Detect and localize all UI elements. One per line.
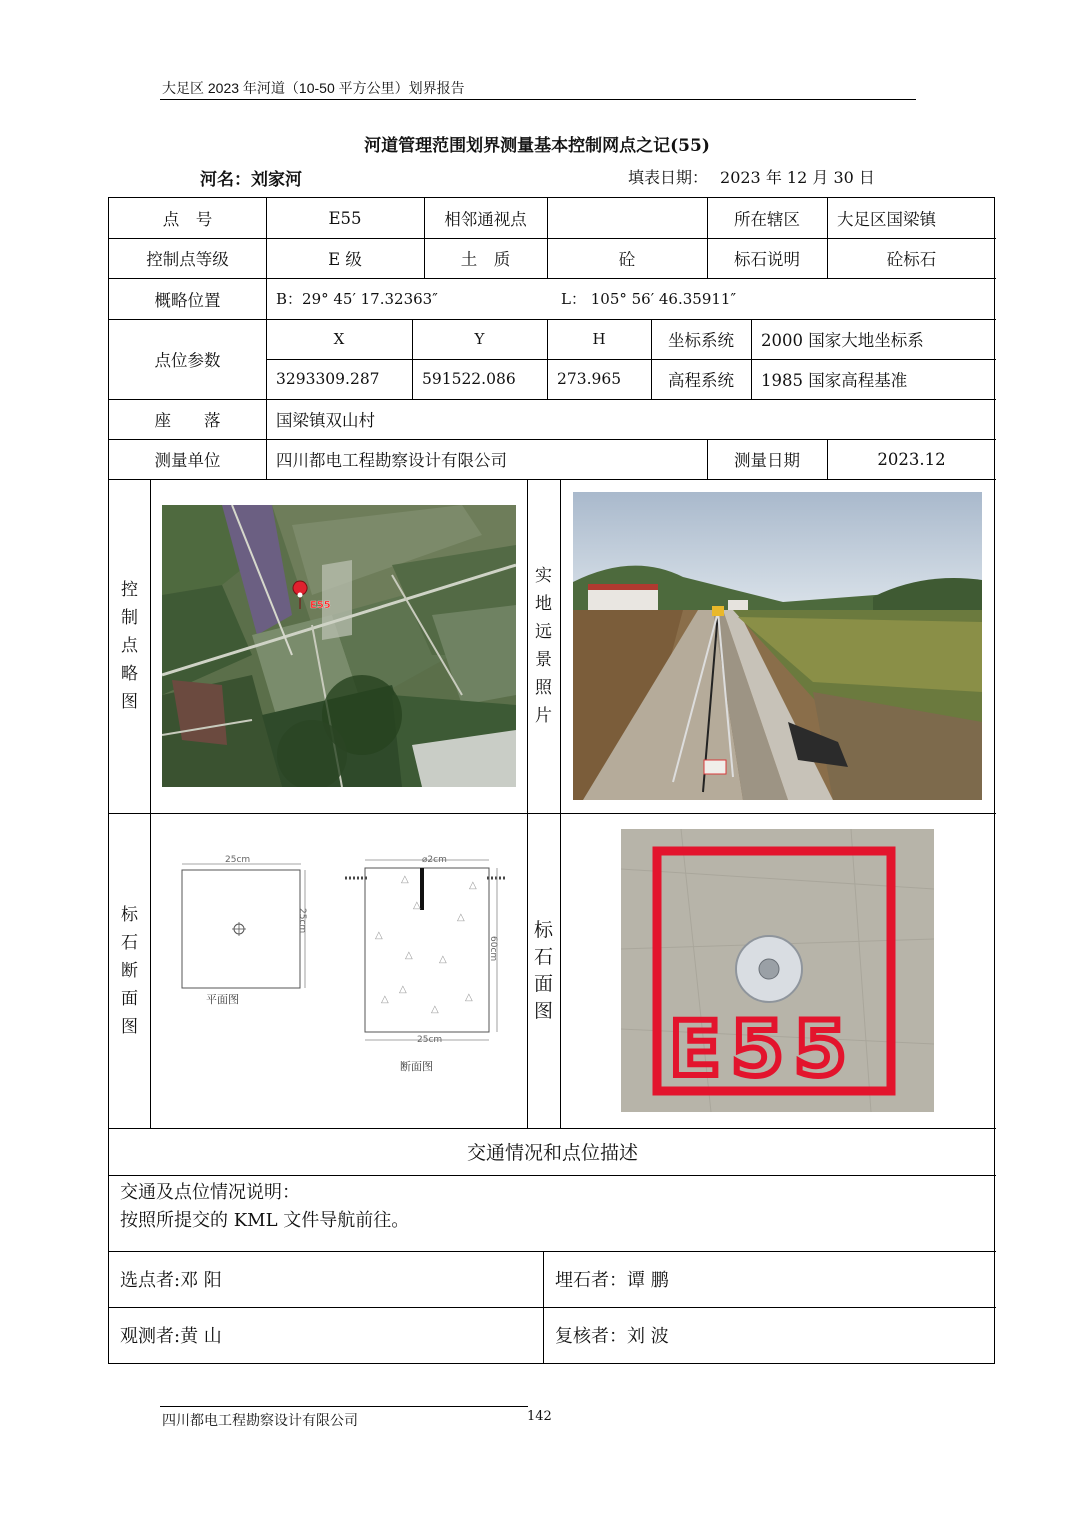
params-label: 点位参数 xyxy=(154,351,221,370)
page-title: 河道管理范围划界测量基本控制网点之记(55) xyxy=(364,136,710,156)
plan-width-dim: 25cm xyxy=(225,855,251,865)
face-label xyxy=(527,813,560,1128)
h-label: H xyxy=(592,330,606,348)
fill-date xyxy=(628,165,887,188)
satellite-map xyxy=(162,505,516,787)
section-drawing-image xyxy=(169,850,519,1080)
fill-date-value: 2023 年 12 月 30 日 xyxy=(720,168,875,187)
svg-text:△: △ xyxy=(439,954,447,965)
svg-text:△: △ xyxy=(381,994,389,1005)
section-label-char: 图 xyxy=(121,1016,138,1037)
face-stamp-text: E55 xyxy=(669,1004,857,1093)
photo-label-char: 景 xyxy=(535,650,552,670)
sketch-label-char: 控 xyxy=(121,580,138,600)
svg-text:△: △ xyxy=(401,874,409,885)
height-sys-value: 1985 国家高程基准 xyxy=(761,371,908,390)
point-no-value: E55 xyxy=(328,208,362,228)
survey-date-value: 2023.12 xyxy=(877,449,946,469)
header-rule xyxy=(160,99,916,100)
selector: 选点者:邓 阳 xyxy=(120,1270,222,1291)
location-label: 概略位置 xyxy=(154,290,221,310)
sketch-label-char: 点 xyxy=(121,636,138,656)
section-title: 断面图 xyxy=(400,1060,433,1073)
coord-sys-value: 2000 国家大地坐标系 xyxy=(761,331,924,350)
latitude: B：29° 45′ 17.32363″ xyxy=(276,290,438,308)
svg-text:△: △ xyxy=(375,930,383,941)
map-marker-label: E55 xyxy=(310,600,331,611)
site-photo-image xyxy=(573,492,982,800)
marker-value: 砼标石 xyxy=(886,250,937,269)
svg-text:△: △ xyxy=(465,992,473,1003)
sketch-label xyxy=(109,479,150,813)
svg-text:△: △ xyxy=(457,912,465,923)
site-photo xyxy=(573,492,982,800)
sketch-label-char: 制 xyxy=(121,608,138,628)
plan-height-dim: 25cm xyxy=(297,908,307,934)
point-no-label: 点 号 xyxy=(162,210,213,229)
fill-date-label: 填表日期： xyxy=(628,168,709,187)
observer: 观测者:黄 山 xyxy=(120,1326,222,1347)
coord-sys-label: 坐标系统 xyxy=(668,331,734,350)
section-label-char: 标 xyxy=(121,904,138,925)
svg-text:△: △ xyxy=(399,984,407,995)
adjacent-value xyxy=(547,198,707,238)
rule xyxy=(109,1175,996,1176)
rule xyxy=(560,479,561,1128)
photo-label-char: 实 xyxy=(535,566,552,586)
sketch-label-char: 略 xyxy=(121,664,138,684)
photo-label-char: 地 xyxy=(535,594,552,614)
photo-label xyxy=(527,479,560,813)
photo-label-char: 远 xyxy=(535,622,552,642)
traffic-label: 交通及点位情况说明： xyxy=(120,1182,300,1203)
face-label-char: 面 xyxy=(533,972,553,995)
h-value: 273.965 xyxy=(557,370,622,388)
grade-label: 控制点等级 xyxy=(146,250,229,269)
rule xyxy=(543,1251,544,1364)
footer-company: 四川都电工程勘察设计有限公司 xyxy=(162,1413,358,1429)
site-value: 国梁镇双山村 xyxy=(276,411,375,430)
district-value: 大足区国梁镇 xyxy=(837,210,936,229)
soil-value: 砼 xyxy=(618,250,636,269)
base-width-dim: 25cm xyxy=(417,1035,443,1045)
svg-text:△: △ xyxy=(413,900,421,911)
y-label: Y xyxy=(474,330,485,348)
section-label xyxy=(109,813,150,1128)
height-sys-label: 高程系统 xyxy=(668,371,734,390)
x-label: X xyxy=(333,330,345,348)
marker-face-image xyxy=(621,829,934,1112)
section-label-char: 石 xyxy=(121,932,138,953)
sketch-label-char: 图 xyxy=(121,692,138,712)
photo-label-char: 片 xyxy=(535,706,552,726)
satellite-map-image xyxy=(162,505,516,787)
site-label: 座 落 xyxy=(154,411,221,430)
marker-label: 标石说明 xyxy=(734,250,800,269)
unit-value: 四川都电工程勘察设计有限公司 xyxy=(276,451,507,470)
photo-label-char: 照 xyxy=(535,678,552,698)
traffic-heading: 交通情况和点位描述 xyxy=(466,1142,638,1164)
section-label-char: 面 xyxy=(121,988,138,1009)
river-name: 河名：刘家河 xyxy=(200,170,302,190)
traffic-description: 按照所提交的 KML 文件导航前往。 xyxy=(120,1210,410,1231)
face-label-char: 石 xyxy=(533,945,553,968)
marker-face-photo xyxy=(621,829,934,1112)
page-number: 142 xyxy=(527,1409,552,1424)
district-label: 所在辖区 xyxy=(734,210,800,229)
y-value: 591522.086 xyxy=(422,370,516,388)
burier: 埋石者：谭 鹏 xyxy=(555,1270,669,1291)
plan-title: 平面图 xyxy=(206,993,239,1006)
concrete-marks xyxy=(375,874,477,1015)
section-label-char: 断 xyxy=(121,960,138,981)
svg-text:△: △ xyxy=(405,950,413,961)
rule xyxy=(150,479,151,1128)
x-value: 3293309.287 xyxy=(276,370,380,388)
pin-diameter-dim: ⌀2cm xyxy=(422,855,447,865)
unit-label: 测量单位 xyxy=(154,451,221,470)
report-header: 大足区 2023 年河道（10-50 平方公里）划界报告 xyxy=(162,80,465,96)
footer-rule xyxy=(160,1406,528,1407)
checker: 复核者：刘 波 xyxy=(555,1326,669,1347)
svg-text:△: △ xyxy=(469,880,477,891)
adjacent-label: 相邻通视点 xyxy=(444,210,527,229)
grade-value: E 级 xyxy=(328,250,362,269)
face-label-char: 标 xyxy=(533,918,553,941)
marker-section-drawing xyxy=(169,850,519,1080)
survey-date-label: 测量日期 xyxy=(734,451,800,470)
control-point-sheet xyxy=(108,197,995,1364)
face-label-char: 图 xyxy=(533,999,553,1022)
depth-dim: 60cm xyxy=(488,936,498,962)
longitude: L： 105° 56′ 46.35911″ xyxy=(561,290,737,308)
svg-text:△: △ xyxy=(431,1004,439,1015)
soil-label: 土 质 xyxy=(460,250,511,269)
